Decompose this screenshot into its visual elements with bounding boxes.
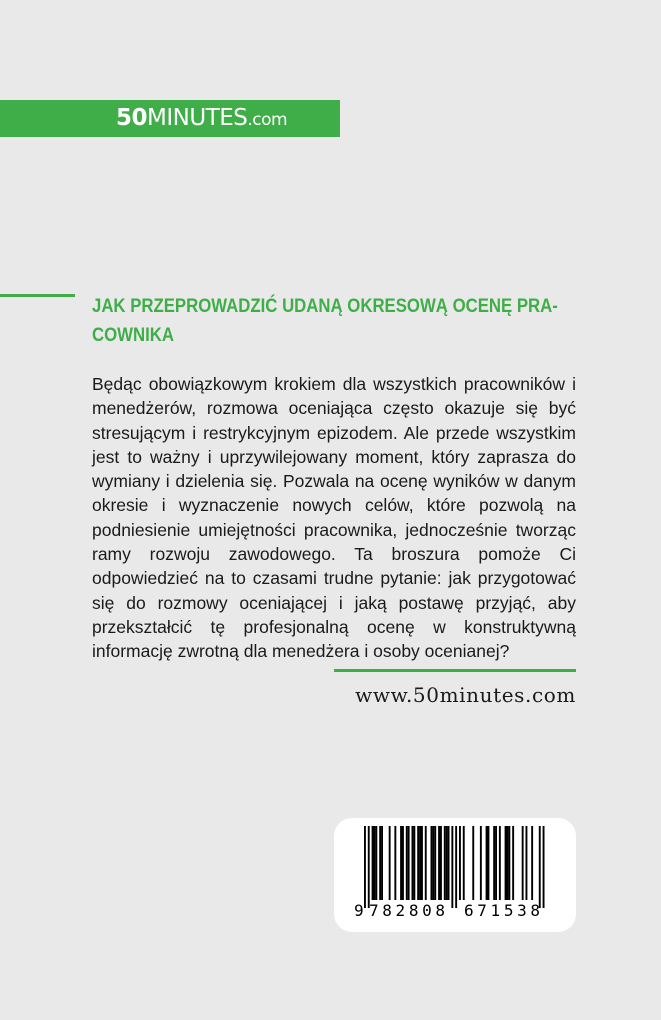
barcode-bar <box>444 826 446 900</box>
barcode-bar <box>425 826 427 900</box>
barcode-bar <box>432 826 434 900</box>
barcode-digit-first: 9 <box>354 901 364 920</box>
barcode-bar <box>400 826 402 900</box>
brand-logo-word: MINUTES <box>147 105 248 131</box>
barcode-bar <box>505 826 507 900</box>
barcode-bar <box>417 826 419 900</box>
brand-logo-number: 50 <box>116 105 148 131</box>
barcode-box <box>334 818 576 932</box>
barcode-bar <box>499 826 501 900</box>
barcode-bar <box>408 826 410 900</box>
barcode-bar <box>472 826 474 900</box>
barcode-digit-left: 782808 <box>369 901 445 920</box>
website-rule <box>334 669 576 672</box>
barcode-bar <box>526 826 528 900</box>
barcode-bar <box>381 826 383 900</box>
barcode-bars <box>364 826 545 908</box>
barcode-bar <box>539 826 541 908</box>
barcode-bar <box>364 826 366 908</box>
book-summary: Będąc obowiązkowym krokiem dla wszystkich pracowników i menedżerów, rozmowa oceniająca często okazuje się być stresującym i restrykcyjnym epizodem. Ale przede wszystkim jest to ważny i uprzywilejowany moment, który zaprasza do wymiany i dzielenia się. Pozwala na ocenę wyników w danym okresie i wyznaczenie nowych celów, które pozwolą na podniesienie umiejętności pracownika, jednocześnie tworząc ramy rozwoju zawodowego. Ta broszura pomoże Ci odpowiedzieć na to czasami trudne pytanie: jak przygotować się do rozmowy oceniającej i jaką postawę przyjąć, aby przekształcić tę profesjonalną ocenę w konstruktywną informację zwrotną dla menedżera i osoby ocenianej? <box>92 374 576 662</box>
barcode <box>334 818 576 932</box>
barcode-bar <box>448 826 450 900</box>
barcode-bar <box>507 826 509 900</box>
barcode-bar <box>493 826 495 900</box>
brand-logo-domain: .com <box>247 110 288 130</box>
barcode-bar <box>451 826 453 908</box>
barcode-bar <box>463 826 465 900</box>
barcode-bar <box>440 826 442 900</box>
barcode-bar <box>379 826 381 900</box>
website-url: www.50minutes.com <box>355 683 576 707</box>
barcode-bar <box>543 826 545 908</box>
barcode-bar <box>531 826 533 900</box>
barcode-bar <box>402 826 404 900</box>
barcode-bar <box>374 826 376 900</box>
barcode-bar <box>512 826 514 900</box>
barcode-bar <box>438 826 440 900</box>
brand-logo <box>116 100 287 139</box>
barcode-bar <box>446 826 448 900</box>
barcode-bar <box>434 826 436 900</box>
barcode-bar <box>394 826 396 900</box>
barcode-bar <box>480 826 482 900</box>
barcode-bar <box>421 826 423 900</box>
barcode-bar <box>495 826 497 900</box>
barcode-bar <box>522 826 524 900</box>
barcode-bar <box>413 826 415 900</box>
barcode-bar <box>486 826 488 900</box>
barcode-bar <box>488 826 490 900</box>
barcode-bar <box>419 826 421 900</box>
barcode-bar <box>508 826 510 900</box>
barcode-bar <box>431 826 433 900</box>
barcode-bar <box>459 826 461 900</box>
brand-band <box>0 100 340 137</box>
barcode-digit-right: 671538 <box>464 901 540 920</box>
barcode-bar <box>412 826 414 900</box>
barcode-bar <box>375 826 377 900</box>
barcode-bar <box>389 826 391 900</box>
barcode-bar <box>372 826 374 900</box>
barcode-bar <box>455 826 457 908</box>
book-title: JAK PRZEPROWADZIĆ UDANĄ OKRESOWĄ OCENĘ PRA-COWNIKA <box>92 295 558 346</box>
title-rule <box>0 294 75 297</box>
barcode-bar <box>406 826 408 900</box>
barcode-bar <box>368 826 370 908</box>
